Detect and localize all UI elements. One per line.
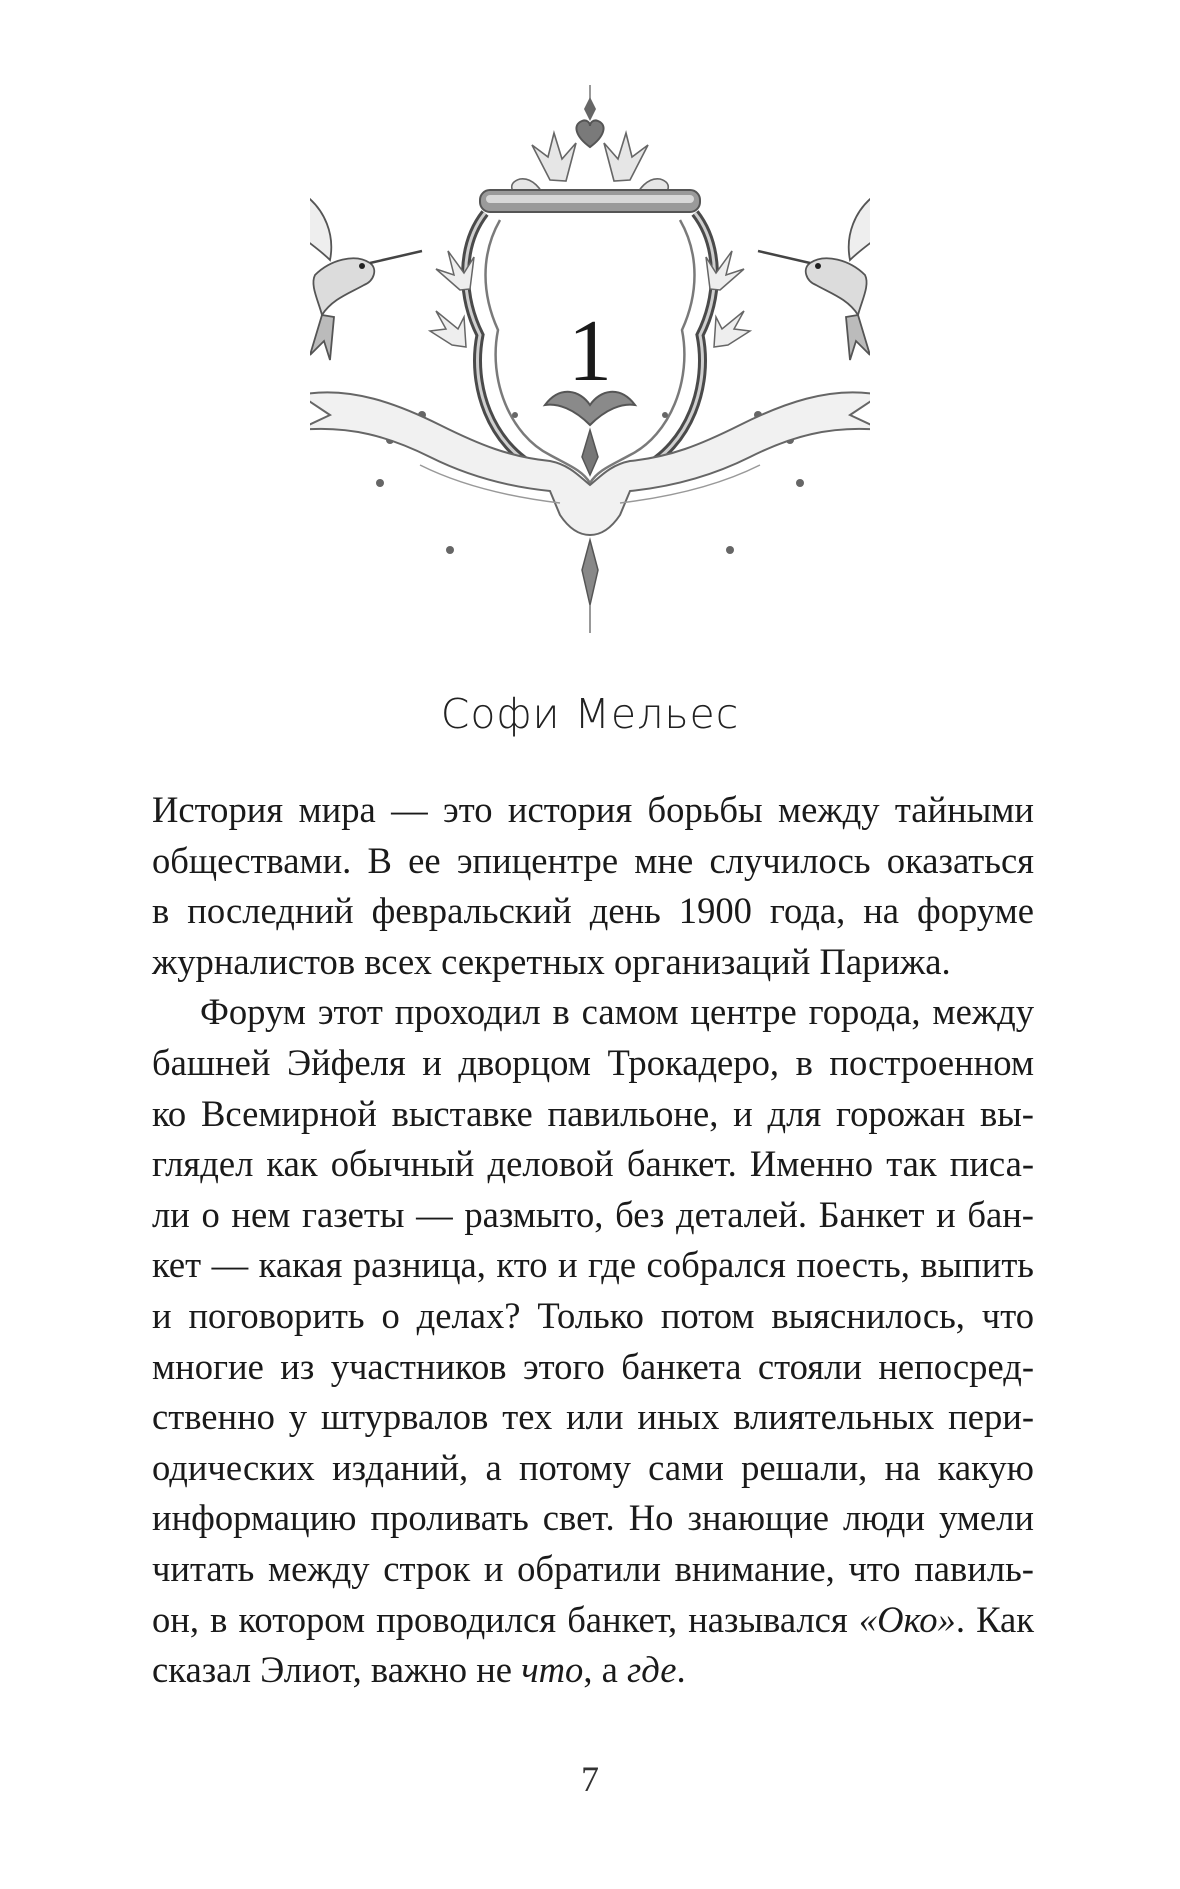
text-line: многие из участников этого банкета стояли непосред- — [152, 1345, 1034, 1387]
chapter-title: Софи Мельес — [440, 690, 740, 738]
text-line: История мира — это история борьбы между тайными — [152, 789, 1034, 830]
chapter-body-text — [152, 785, 1034, 1696]
text-line: глядел как обычный деловой банкет. Именно так писа- — [152, 1143, 1034, 1185]
text-line — [152, 1645, 1034, 1696]
text-line: информацию проливать свет. Но знающие люди умели — [152, 1497, 1034, 1539]
text-line: ственно у штурвалов тех или иных влиятельных пери- — [152, 1396, 1034, 1438]
text-line — [152, 1595, 1034, 1646]
text-line: кет — какая разница, кто и где собрался поесть, выпить — [152, 1244, 1034, 1286]
text-line: ли о нем газеты — размыто, без деталей. Банкет и бан- — [152, 1193, 1034, 1235]
emphasis-where: где — [627, 1649, 677, 1691]
text-line: ко Всемирной выставке павильоне, и для горожан вы- — [152, 1092, 1034, 1134]
text-line: в последний февральский день 1900 года, на форуме — [152, 890, 1034, 932]
text-segment: он, в котором проводился банкет, назывался — [152, 1598, 859, 1640]
text-line: журналистов всех секретных организаций Парижа. — [152, 940, 951, 982]
text-line: Форум этот проходил в самом центре города, между — [200, 991, 1034, 1033]
text-line: одических изданий, а потому сами решали, на какую — [152, 1446, 1034, 1488]
text-segment: . Как — [955, 1598, 1034, 1640]
text-segment: , а — [583, 1649, 628, 1691]
text-line: и поговорить о делах? Только потом выяснилось, что — [152, 1294, 1034, 1336]
crest-finial-diamond — [584, 97, 596, 121]
text-segment: сказал Элиот, важно не — [152, 1649, 522, 1691]
chapter-number: 1 — [568, 303, 612, 400]
crest-pendant — [582, 540, 598, 605]
page-number: 7 — [581, 1759, 599, 1799]
pavilion-name: «Око» — [858, 1598, 956, 1640]
paragraph-1 — [152, 785, 1034, 987]
text-line: обществами. В ее эпицентре мне случилось оказаться — [152, 839, 1034, 881]
text-segment: . — [676, 1649, 686, 1691]
text-line: башней Эйфеля и дворцом Трокадеро, в построенном — [152, 1041, 1034, 1083]
crest-finial-heart — [576, 120, 603, 147]
emphasis-what: что — [521, 1649, 584, 1691]
paragraph-2 — [152, 987, 1034, 1695]
text-line: читать между строк и обратили внимание, что павиль- — [152, 1547, 1034, 1589]
